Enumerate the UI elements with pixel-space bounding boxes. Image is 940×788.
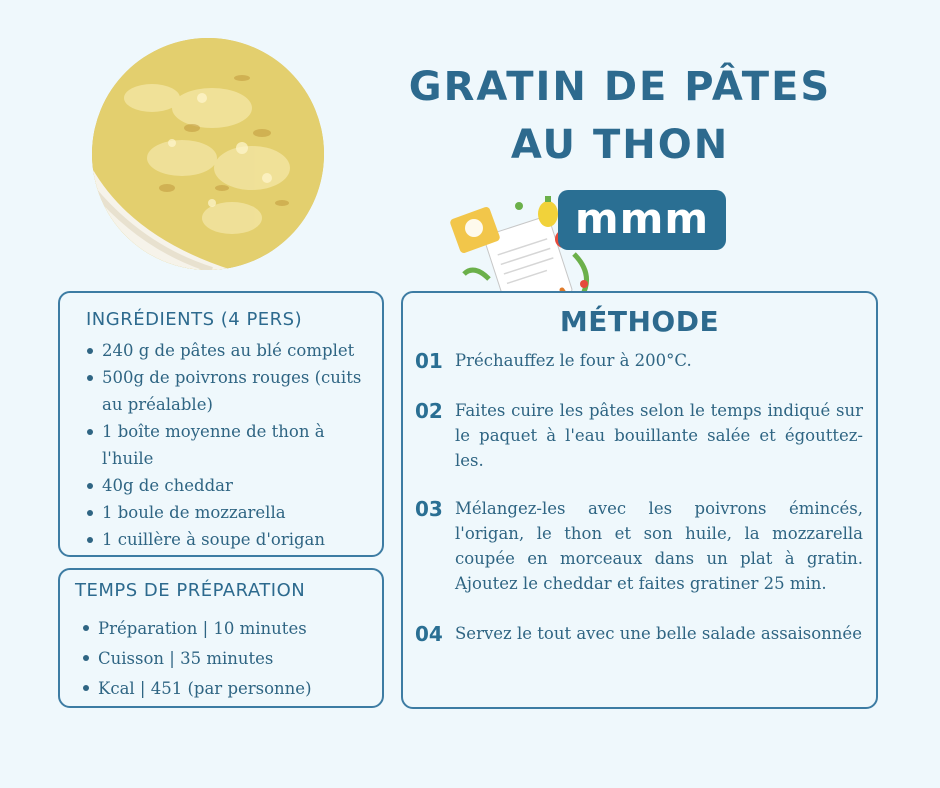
step-text: Faites cuire les pâtes selon le temps indiqué sur le paquet à l'eau bouillante salée et égouttez-les. [455,401,863,470]
ingredients-list [82,337,372,553]
list-item: 1 boîte moyenne de thon à l'huile [82,418,372,472]
list-item: 1 boule de mozzarella [82,499,372,526]
preparation-card [58,568,384,708]
preparation-list [78,614,378,704]
step-number: 02 [415,399,443,423]
step-text: Servez le tout avec une belle salade assaisonnée [455,624,862,643]
method-step [415,398,863,473]
method-step [415,496,863,596]
preparation-heading: TEMPS DE PRÉPARATION [75,580,306,601]
list-item: Cuisson | 35 minutes [78,644,378,674]
ingredients-card [58,291,384,557]
list-item: 1 cuillère à soupe d'origan [82,526,372,553]
list-item: Kcal | 451 (par personne) [78,674,378,704]
ingredients-heading: INGRÉDIENTS (4 PERS) [86,309,303,330]
step-text: Préchauffez le four à 200°C. [455,351,692,370]
title-line-2: AU THON [510,122,730,168]
title-line-1: GRATIN DE PÂTES [408,64,832,110]
gratin-photo [92,38,324,270]
method-heading: MÉTHODE [559,305,720,338]
step-number: 04 [415,622,443,646]
step-number: 03 [415,497,443,521]
method-card [401,291,878,709]
step-number: 01 [415,349,443,373]
brand-badge: mmm [558,190,726,250]
list-item: 500g de poivrons rouges (cuits au préalable) [82,364,372,418]
list-item: 40g de cheddar [82,472,372,499]
method-step [415,621,863,646]
method-step [415,348,863,373]
page-title [390,58,850,174]
list-item: Préparation | 10 minutes [78,614,378,644]
list-item: 240 g de pâtes au blé complet [82,337,372,364]
step-text: Mélangez-les avec les poivrons émincés, l'origan, le thon et son huile, la mozzarella coupée en morceaux dans un plat à gratin. Ajoutez le cheddar et faites gratiner 25 min. [455,499,863,593]
